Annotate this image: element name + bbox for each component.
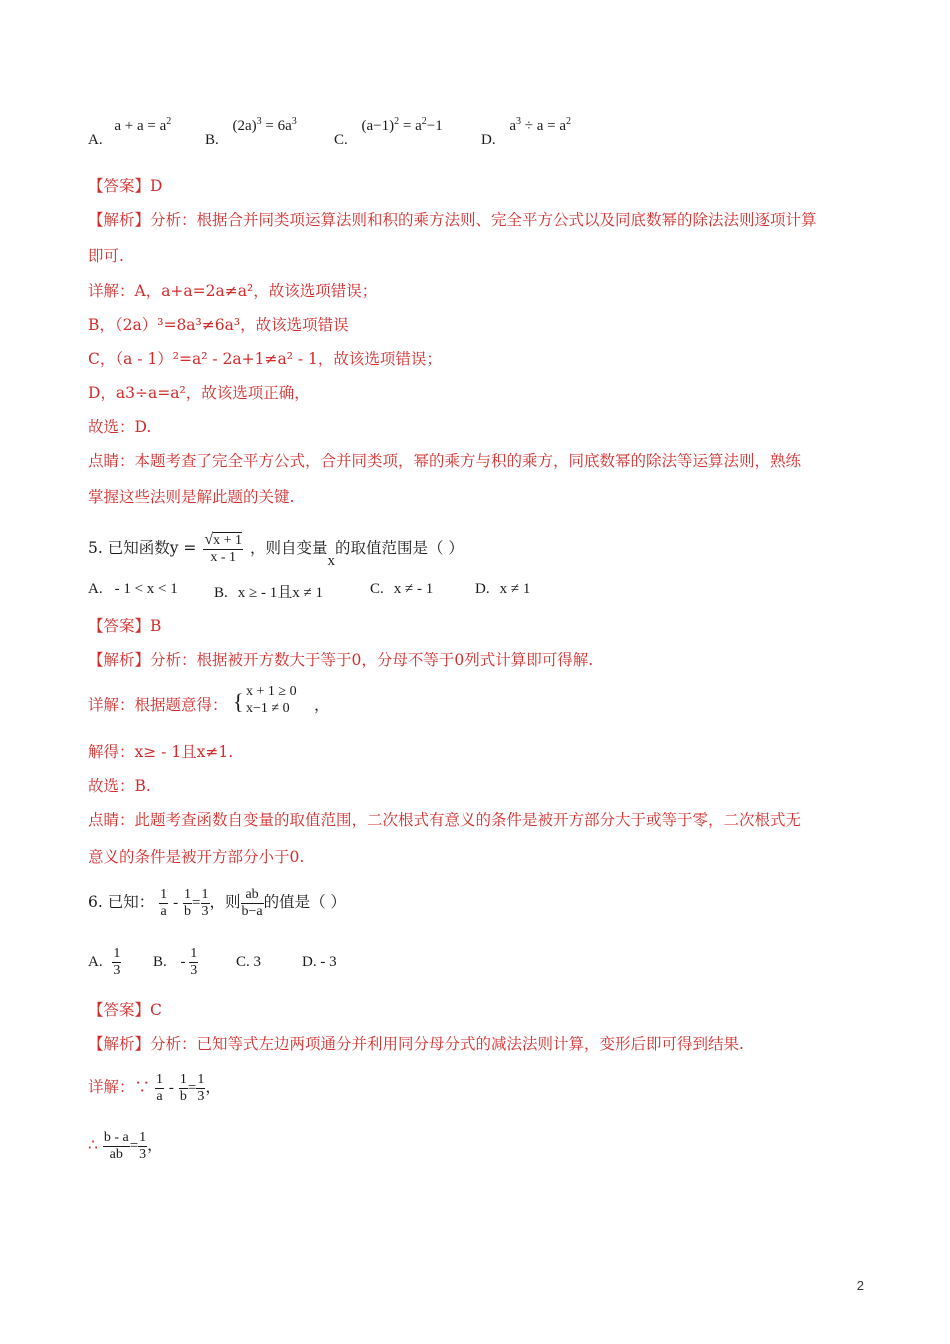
q4-detail-a: 详解：A，a+a=2a≠a²，故该选项错误；	[88, 282, 378, 300]
q4-analysis: 【解析】分析：根据合并同类项运算法则和积的乘方法则、完全平方公式以及同底数幂的除法法则逐项计算	[88, 211, 817, 229]
brace-symbol: {	[233, 689, 244, 714]
q5-option-d: D. x ≠ 1	[475, 581, 531, 597]
q4-detail-b: B，（2a）³=8a³≠6a³，故该选项错误	[88, 316, 349, 334]
q4-detail-d: D，a3÷a=a²，故该选项正确，	[88, 384, 310, 402]
q6-analysis: 【解析】分析：已知等式左边两项通分并利用同分母分式的减法法则计算，变形后即可得到结果.	[88, 1035, 744, 1053]
q5-option-b: B. x ≥ - 1且x ≠ 1	[214, 585, 323, 601]
q6-option-c: C. 3	[236, 954, 262, 970]
q6-detail-because: 详解：∵ $\frac{1}{a}$ - $\frac{1}{b}$ = $\frac{1}{3}$ ，	[88, 1071, 221, 1104]
q4-detail-c: C，（a - 1）²=a² - 2a+1≠a² - 1，故该选项错误；	[88, 350, 442, 368]
q5-answer: 【答案】B	[88, 617, 162, 635]
q6-option-a: A. $\frac{1}{3}$	[88, 946, 121, 979]
q5-solve: 解得：x≥ - 1且x≠1.	[88, 743, 234, 761]
q4-choose: 故选：D.	[88, 418, 152, 436]
q6-option-d: D. - 3	[302, 954, 337, 970]
q6-option-b: B. - $\frac{1}{3}$	[153, 946, 198, 979]
q5-analysis: 【解析】分析：根据被开方数大于等于0，分母不等于0列式计算即可得解.	[88, 651, 594, 669]
q4-option-b: B. $(2a)^3 = 6a^3$	[205, 116, 297, 148]
q5-comment-cont: 意义的条件是被开方部分小于0.	[88, 848, 305, 866]
q4-analysis-cont: 即可.	[88, 247, 124, 265]
inequality-system: x + 1 ≥ 0 x−1 ≠ 0	[246, 684, 297, 716]
q6-detail-therefore: ∴ $\frac{b - a}{ab}$ = $\frac{1}{3}$ ，	[88, 1129, 163, 1162]
q6-answer: 【答案】C	[88, 1001, 162, 1019]
q4-option-d: D. $a^3 \div a = a^2$	[481, 116, 572, 148]
q5-option-c: C. x ≠ - 1	[370, 581, 434, 597]
page-number: 2	[856, 1278, 864, 1293]
q5-option-a: A. - 1 < x < 1	[88, 581, 178, 597]
q5-comment: 点睛：此题考查函数自变量的取值范围，二次根式有意义的条件是被开方部分大于或等于零，二次根式无	[88, 811, 802, 829]
q4-comment-cont: 掌握这些法则是解此题的关键.	[88, 488, 295, 506]
q4-option-a: A. $a + a = a^2$	[88, 116, 172, 148]
q5-function-fraction: $\frac{√x + 1}{x - 1}$	[204, 531, 243, 565]
q5-detail: 详解：根据题意得： { x + 1 ≥ 0 x−1 ≠ 0 ，	[88, 695, 228, 715]
q4-answer: 【答案】D	[88, 177, 163, 195]
q5-stem: 5. 已知函数y = $\frac{√x + 1}{x - 1}$ ，则自变量x的取值范围是（ ）	[88, 531, 464, 569]
q5-choose: 故选：B.	[88, 777, 151, 795]
q4-option-c: C. $(a-1)^2 = a^2-1$	[334, 116, 443, 148]
q6-stem: 6. 已知： $\frac{1}{a}$ - $\frac{1}{b}$ = $\frac{1}{3}$ ，则 $\frac{ab}{b-a}$ 的值是（ ）	[88, 886, 347, 919]
q4-comment: 点睛：本题考查了完全平方公式，合并同类项，幂的乘方与积的乘方，同底数幂的除法等运算法则，熟练	[88, 452, 802, 470]
